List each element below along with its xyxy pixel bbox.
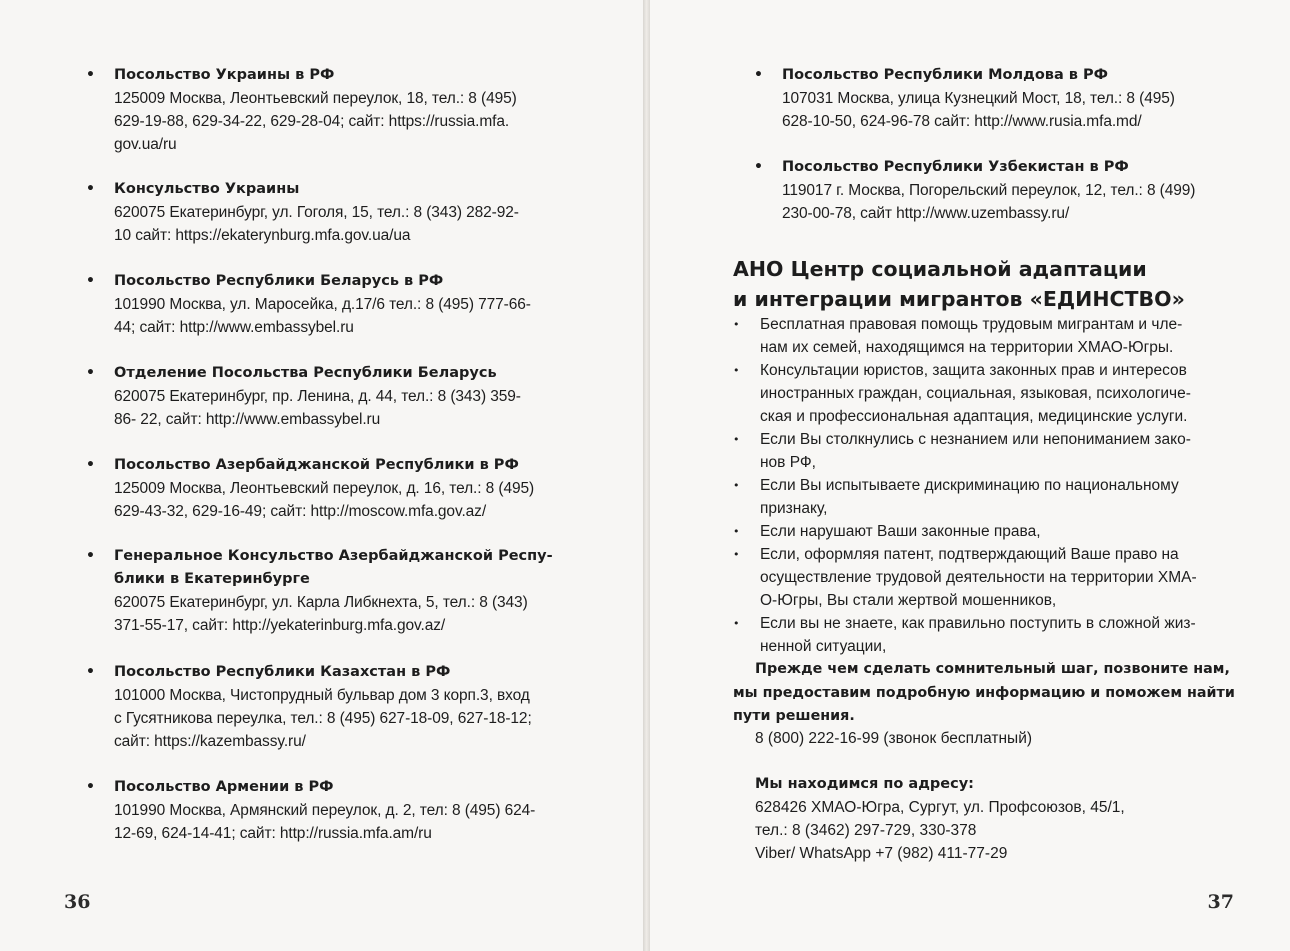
address-label: Мы находимся по адресу: — [755, 776, 974, 792]
bullet-icon: • — [733, 318, 740, 331]
service-text-line: Если, оформляя патент, подтверждающий Ваше право на — [760, 546, 1179, 563]
entry-text-line: 620075 Екатеринбург, ул. Карла Либкнехта, 5, тел.: 8 (343) — [114, 594, 528, 611]
service-text-line: признаку, — [760, 500, 828, 517]
service-text-line: нам их семей, находящимся на территории ХМАО-Югры. — [760, 339, 1174, 356]
callout-line: мы предоставим подробную информацию и поможем найти — [733, 684, 1235, 701]
service-item — [733, 520, 1235, 543]
bullet-icon: • — [754, 67, 763, 83]
entry-text-line: 44; сайт: http://www.embassybel.ru — [114, 319, 354, 336]
service-text-line: нов РФ, — [760, 454, 816, 471]
entry-title: Посольство Республики Молдова в РФ — [782, 67, 1109, 83]
entry-title: Посольство Армении в РФ — [114, 779, 334, 795]
entry-title: Отделение Посольства Республики Беларусь — [114, 365, 497, 381]
organization-heading-line-1: АНО Центр социальной адаптации — [733, 257, 1147, 281]
service-text-line: Если Вы столкнулись с незнанием или непониманием зако- — [760, 431, 1191, 448]
service-item — [733, 359, 1235, 428]
bullet-icon: • — [733, 479, 740, 492]
left-page — [0, 0, 643, 951]
entry-text-line: 620075 Екатеринбург, ул. Гоголя, 15, тел.: 8 (343) 282-92- — [114, 204, 519, 221]
bullet-icon: • — [86, 548, 95, 564]
address-line: Viber/ WhatsApp +7 (982) 411-77-29 — [755, 845, 1008, 862]
service-text-line: Консультации юристов, защита законных прав и интересов — [760, 362, 1187, 379]
callout-line: пути решения. — [733, 708, 855, 724]
service-text-line: Бесплатная правовая помощь трудовым мигрантам и чле- — [760, 316, 1183, 333]
embassy-entry — [86, 454, 594, 523]
bullet-icon: • — [86, 67, 95, 83]
embassy-entry — [86, 545, 594, 637]
entry-text-line: 125009 Москва, Леонтьевский переулок, 18, тел.: 8 (495) — [114, 90, 517, 107]
bullet-icon: • — [86, 779, 95, 795]
entry-title: Посольство Украины в РФ — [114, 67, 335, 83]
callout-line: Прежде чем сделать сомнительный шаг, позвоните нам, — [755, 661, 1230, 677]
service-text-line: ненной ситуации, — [760, 638, 887, 655]
entry-text-line: 101990 Москва, ул. Маросейка, д.17/6 тел.: 8 (495) 777-66- — [114, 296, 531, 313]
address-block — [755, 796, 1125, 865]
entry-text-line: 10 сайт: https://ekaterynburg.mfa.gov.ua/ua — [114, 227, 411, 244]
service-text-line: осуществление трудовой деятельности на территории ХМА- — [760, 569, 1197, 586]
entry-text-line: 86- 22, сайт: http://www.embassybel.ru — [114, 411, 381, 428]
call-to-action-text — [733, 658, 1235, 729]
bullet-icon: • — [733, 548, 740, 561]
organization-heading — [733, 254, 1233, 314]
entry-title: Посольство Республики Узбекистан в РФ — [782, 159, 1129, 175]
address-line: 628426 ХМАО-Югра, Сургут, ул. Профсоюзов, 45/1, — [755, 799, 1125, 816]
bullet-icon: • — [733, 364, 740, 377]
entry-text-line: 107031 Москва, улица Кузнецкий Мост, 18, тел.: 8 (495) — [782, 90, 1175, 107]
embassy-entry — [754, 156, 1264, 225]
service-text-line: Если нарушают Ваши законные права, — [760, 523, 1041, 540]
bullet-icon: • — [86, 273, 95, 289]
entry-text-line: с Гусятникова переулка, тел.: 8 (495) 627-18-09, 627-18-12; — [114, 710, 532, 727]
service-text-line: Если вы не знаете, как правильно поступить в сложной жиз- — [760, 615, 1196, 632]
entry-text-line: 101000 Москва, Чистопрудный бульвар дом 3 корп.3, вход — [114, 687, 530, 704]
hotline-number: 8 (800) 222-16-99 (звонок бесплатный) — [755, 730, 1033, 747]
entry-text-line: 119017 г. Москва, Погорельский переулок, 12, тел.: 8 (499) — [782, 182, 1196, 199]
service-item — [733, 612, 1235, 658]
embassy-entry — [86, 64, 594, 156]
bullet-icon: • — [86, 457, 95, 473]
page-number-right: 37 — [1207, 891, 1234, 913]
entry-title: Посольство Республики Беларусь в РФ — [114, 273, 444, 289]
entry-text-line: 125009 Москва, Леонтьевский переулок, д. 16, тел.: 8 (495) — [114, 480, 535, 497]
bullet-icon: • — [754, 159, 763, 175]
bullet-icon: • — [733, 433, 740, 446]
bullet-icon: • — [733, 617, 740, 630]
service-text-line: ская и профессиональная адаптация, медицинские услуги. — [760, 408, 1188, 425]
service-item — [733, 313, 1235, 359]
service-text-line: Если Вы испытываете дискриминацию по национальному — [760, 477, 1179, 494]
embassy-entry — [86, 178, 594, 247]
entry-text-line: 628-10-50, 624-96-78 сайт: http://www.rusia.mfa.md/ — [782, 113, 1142, 130]
entry-title: Посольство Азербайджанской Республики в РФ — [114, 457, 519, 473]
entry-text-line: 371-55-17, сайт: http://yekaterinburg.mfa.gov.az/ — [114, 617, 446, 634]
embassy-entry — [86, 661, 594, 753]
bullet-icon: • — [86, 664, 95, 680]
organization-heading-line-2: и интеграции мигрантов «ЕДИНСТВО» — [733, 287, 1185, 311]
bullet-icon: • — [733, 525, 740, 538]
service-item — [733, 428, 1235, 474]
services-list — [733, 313, 1235, 658]
embassy-entry — [86, 362, 594, 431]
service-text-line: О-Югры, Вы стали жертвой мошенников, — [760, 592, 1057, 609]
bullet-icon: • — [86, 365, 95, 381]
entry-title: Консульство Украины — [114, 181, 300, 197]
address-line: тел.: 8 (3462) 297-729, 330-378 — [755, 822, 977, 839]
service-text-line: иностранных граждан, социальная, языковая, психологиче- — [760, 385, 1191, 402]
embassy-entry — [86, 270, 594, 339]
embassy-entry — [754, 64, 1264, 133]
entry-title: Генеральное Консульство Азербайджанской Респу- — [114, 548, 553, 564]
entry-text-line: gov.ua/ru — [114, 136, 177, 153]
entry-text-line: 620075 Екатеринбург, пр. Ленина, д. 44, тел.: 8 (343) 359- — [114, 388, 521, 405]
entry-text-line: 12-69, 624-14-41; сайт: http://russia.mfa.am/ru — [114, 825, 432, 842]
entry-text-line: 629-43-32, 629-16-49; сайт: http://moscow.mfa.gov.az/ — [114, 503, 487, 520]
page-number-left: 36 — [64, 891, 91, 913]
entry-text-line: 629-19-88, 629-34-22, 629-28-04; сайт: https://russia.mfa. — [114, 113, 510, 130]
entry-title: Посольство Республики Казахстан в РФ — [114, 664, 451, 680]
bullet-icon: • — [86, 181, 95, 197]
entry-text-line: сайт: https://kazembassy.ru/ — [114, 733, 306, 750]
entry-text-line: 101990 Москва, Армянский переулок, д. 2, тел: 8 (495) 624- — [114, 802, 536, 819]
service-item — [733, 543, 1235, 612]
entry-title-continued: блики в Екатеринбурге — [114, 571, 310, 587]
embassy-entry — [86, 776, 594, 845]
service-item — [733, 474, 1235, 520]
entry-text-line: 230-00-78, сайт http://www.uzembassy.ru/ — [782, 205, 1070, 222]
book-gutter — [643, 0, 650, 951]
